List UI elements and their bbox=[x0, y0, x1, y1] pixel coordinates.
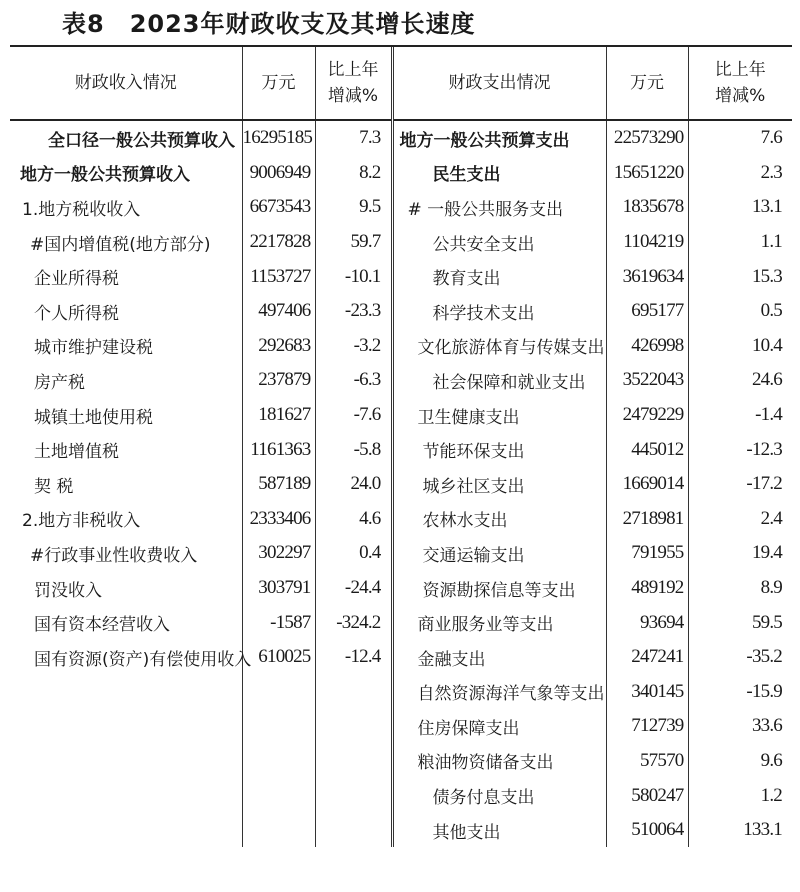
expense-item-value: 1669014 bbox=[606, 467, 688, 502]
income-item-value: 497406 bbox=[242, 294, 315, 329]
header-expense-growth bbox=[688, 47, 792, 120]
expense-item-value: 3619634 bbox=[606, 259, 688, 294]
income-item-growth: -5.8 bbox=[315, 432, 392, 467]
income-item-growth bbox=[315, 744, 392, 779]
table-row bbox=[10, 744, 792, 779]
income-item-growth: -10.1 bbox=[315, 259, 392, 294]
expense-item-growth: 24.6 bbox=[688, 363, 792, 398]
expense-item-growth: 15.3 bbox=[688, 259, 792, 294]
expense-item-label: 商业服务业等支出 bbox=[392, 605, 606, 640]
income-item-value: 237879 bbox=[242, 363, 315, 398]
income-item-label: 土地增值税 bbox=[34, 442, 119, 463]
expense-item-label: 住房保障支出 bbox=[392, 709, 606, 744]
table-row bbox=[10, 225, 792, 260]
expense-item-label: 其他支出 bbox=[392, 813, 606, 848]
header-income-growth-text: 比上年增减% bbox=[327, 60, 379, 106]
expense-item-label: 教育支出 bbox=[392, 259, 606, 294]
income-item-label: 1.地方税收收入 bbox=[22, 199, 141, 220]
income-item-value: 587189 bbox=[242, 467, 315, 502]
expense-item-label: # 一般公共服务支出 bbox=[392, 190, 606, 225]
income-item-value: 1153727 bbox=[242, 259, 315, 294]
income-item-label bbox=[10, 778, 242, 813]
table-row bbox=[10, 502, 792, 537]
expense-item-growth: -1.4 bbox=[688, 398, 792, 433]
header-row bbox=[10, 47, 792, 120]
income-item-growth: -23.3 bbox=[315, 294, 392, 329]
expense-item-label: 地方一般公共预算支出 bbox=[392, 120, 606, 156]
income-item-growth: -7.6 bbox=[315, 398, 392, 433]
income-item-value: 2217828 bbox=[242, 225, 315, 260]
income-item-growth bbox=[315, 675, 392, 710]
expense-item-value: 445012 bbox=[606, 432, 688, 467]
table-title: 表8 2023年财政收支及其增长速度 bbox=[62, 10, 476, 38]
income-item-growth: 9.5 bbox=[315, 190, 392, 225]
expense-item-label: 民生支出 bbox=[392, 156, 606, 191]
income-item-growth: -324.2 bbox=[315, 605, 392, 640]
expense-item-value: 247241 bbox=[606, 640, 688, 675]
table-row bbox=[10, 571, 792, 606]
income-item-value bbox=[242, 744, 315, 779]
table-row bbox=[10, 294, 792, 329]
expense-item-value: 580247 bbox=[606, 778, 688, 813]
header-expense-growth-text: 比上年增减% bbox=[714, 60, 766, 106]
expense-item-label: 自然资源海洋气象等支出 bbox=[392, 675, 606, 710]
income-item-label: 国有资源(资产)有偿使用收入 bbox=[34, 649, 252, 670]
expense-item-label: 农林水支出 bbox=[392, 502, 606, 537]
income-item-label: 城镇土地使用税 bbox=[34, 407, 153, 428]
expense-item-label: 城乡社区支出 bbox=[392, 467, 606, 502]
expense-item-label: 交通运输支出 bbox=[392, 536, 606, 571]
table-row bbox=[10, 536, 792, 571]
income-item-value: -1587 bbox=[242, 605, 315, 640]
income-item-value: 9006949 bbox=[242, 156, 315, 191]
table-row bbox=[10, 329, 792, 364]
income-item-value: 302297 bbox=[242, 536, 315, 571]
expense-item-growth: 19.4 bbox=[688, 536, 792, 571]
income-item-growth bbox=[315, 709, 392, 744]
income-item-label bbox=[10, 813, 242, 848]
fiscal-table bbox=[10, 47, 792, 847]
expense-item-label: 社会保障和就业支出 bbox=[392, 363, 606, 398]
expense-item-value: 510064 bbox=[606, 813, 688, 848]
expense-item-label: 公共安全支出 bbox=[392, 225, 606, 260]
expense-item-growth: 2.4 bbox=[688, 502, 792, 537]
expense-item-value: 15651220 bbox=[606, 156, 688, 191]
income-item-label: 企业所得税 bbox=[34, 269, 119, 290]
income-item-growth: -12.4 bbox=[315, 640, 392, 675]
expense-item-growth: 8.9 bbox=[688, 571, 792, 606]
expense-item-growth: 33.6 bbox=[688, 709, 792, 744]
income-item-growth bbox=[315, 813, 392, 848]
income-item-growth bbox=[315, 778, 392, 813]
table-row bbox=[10, 675, 792, 710]
expense-item-value: 695177 bbox=[606, 294, 688, 329]
income-item-value: 2333406 bbox=[242, 502, 315, 537]
table-row bbox=[10, 398, 792, 433]
income-item-label: 房产税 bbox=[34, 372, 85, 393]
header-expense-unit: 万元 bbox=[606, 47, 688, 120]
income-item-label: 个人所得税 bbox=[34, 303, 119, 324]
income-item-growth: 4.6 bbox=[315, 502, 392, 537]
expense-item-growth: 13.1 bbox=[688, 190, 792, 225]
table-row bbox=[10, 813, 792, 848]
income-item-label bbox=[10, 709, 242, 744]
income-item-value bbox=[242, 675, 315, 710]
expense-item-value: 93694 bbox=[606, 605, 688, 640]
expense-item-growth: 10.4 bbox=[688, 329, 792, 364]
table-row bbox=[10, 778, 792, 813]
expense-item-value: 2479229 bbox=[606, 398, 688, 433]
expense-item-growth: 59.5 bbox=[688, 605, 792, 640]
expense-item-growth: -17.2 bbox=[688, 467, 792, 502]
income-item-label: #国内增值税(地方部分) bbox=[30, 234, 211, 255]
table-row bbox=[10, 190, 792, 225]
income-item-label bbox=[10, 744, 242, 779]
header-income-growth bbox=[315, 47, 392, 120]
expense-item-label: 粮油物资储备支出 bbox=[392, 744, 606, 779]
expense-item-label: 债务付息支出 bbox=[392, 778, 606, 813]
expense-item-value: 2718981 bbox=[606, 502, 688, 537]
expense-item-value: 22573290 bbox=[606, 120, 688, 156]
income-item-label: #行政事业性收费收入 bbox=[30, 545, 198, 566]
income-item-growth: 59.7 bbox=[315, 225, 392, 260]
income-item-value: 610025 bbox=[242, 640, 315, 675]
expense-item-growth: 2.3 bbox=[688, 156, 792, 191]
expense-item-value: 57570 bbox=[606, 744, 688, 779]
income-item-value: 181627 bbox=[242, 398, 315, 433]
expense-item-label: 卫生健康支出 bbox=[392, 398, 606, 433]
income-item-value: 1161363 bbox=[242, 432, 315, 467]
table-row bbox=[10, 120, 792, 156]
income-item-label: 契 税 bbox=[34, 476, 74, 497]
income-item-label: 2.地方非税收入 bbox=[22, 511, 141, 532]
expense-item-label: 金融支出 bbox=[392, 640, 606, 675]
income-item-value bbox=[242, 778, 315, 813]
expense-item-value: 1835678 bbox=[606, 190, 688, 225]
income-item-value: 16295185 bbox=[242, 120, 315, 156]
expense-item-label: 节能环保支出 bbox=[392, 432, 606, 467]
expense-item-value: 712739 bbox=[606, 709, 688, 744]
income-item-growth: 24.0 bbox=[315, 467, 392, 502]
header-income-unit: 万元 bbox=[242, 47, 315, 120]
expense-item-growth: 133.1 bbox=[688, 813, 792, 848]
income-item-label: 全口径一般公共预算收入 bbox=[48, 130, 235, 151]
expense-item-growth: 1.1 bbox=[688, 225, 792, 260]
table-row bbox=[10, 709, 792, 744]
income-item-label bbox=[10, 675, 242, 710]
expense-item-growth: 7.6 bbox=[688, 120, 792, 156]
table-row bbox=[10, 432, 792, 467]
expense-item-value: 1104219 bbox=[606, 225, 688, 260]
expense-item-value: 791955 bbox=[606, 536, 688, 571]
income-item-growth: 8.2 bbox=[315, 156, 392, 191]
income-item-growth: -24.4 bbox=[315, 571, 392, 606]
table-row bbox=[10, 259, 792, 294]
table-row bbox=[10, 363, 792, 398]
income-item-value: 292683 bbox=[242, 329, 315, 364]
header-income-item: 财政收入情况 bbox=[10, 47, 242, 120]
income-item-label: 罚没收入 bbox=[34, 580, 102, 601]
table-row bbox=[10, 605, 792, 640]
expense-item-growth: -12.3 bbox=[688, 432, 792, 467]
expense-item-growth: -15.9 bbox=[688, 675, 792, 710]
expense-item-value: 3522043 bbox=[606, 363, 688, 398]
income-item-value bbox=[242, 709, 315, 744]
expense-item-growth: 9.6 bbox=[688, 744, 792, 779]
table-row bbox=[10, 467, 792, 502]
income-item-value bbox=[242, 813, 315, 848]
expense-item-label: 科学技术支出 bbox=[392, 294, 606, 329]
expense-item-value: 426998 bbox=[606, 329, 688, 364]
expense-item-growth: 0.5 bbox=[688, 294, 792, 329]
table-row bbox=[10, 640, 792, 675]
income-item-label: 城市维护建设税 bbox=[34, 338, 153, 359]
expense-item-value: 489192 bbox=[606, 571, 688, 606]
income-item-label: 国有资本经营收入 bbox=[34, 615, 170, 636]
income-item-growth: 0.4 bbox=[315, 536, 392, 571]
expense-item-label: 资源勘探信息等支出 bbox=[392, 571, 606, 606]
expense-item-growth: -35.2 bbox=[688, 640, 792, 675]
income-item-label: 地方一般公共预算收入 bbox=[20, 165, 190, 186]
expense-item-growth: 1.2 bbox=[688, 778, 792, 813]
income-item-value: 6673543 bbox=[242, 190, 315, 225]
income-item-growth: -3.2 bbox=[315, 329, 392, 364]
income-item-growth: -6.3 bbox=[315, 363, 392, 398]
income-item-growth: 7.3 bbox=[315, 120, 392, 156]
income-item-value: 303791 bbox=[242, 571, 315, 606]
expense-item-label: 文化旅游体育与传媒支出 bbox=[392, 329, 606, 364]
expense-item-value: 340145 bbox=[606, 675, 688, 710]
table-row bbox=[10, 156, 792, 191]
header-expense-item: 财政支出情况 bbox=[392, 47, 606, 120]
